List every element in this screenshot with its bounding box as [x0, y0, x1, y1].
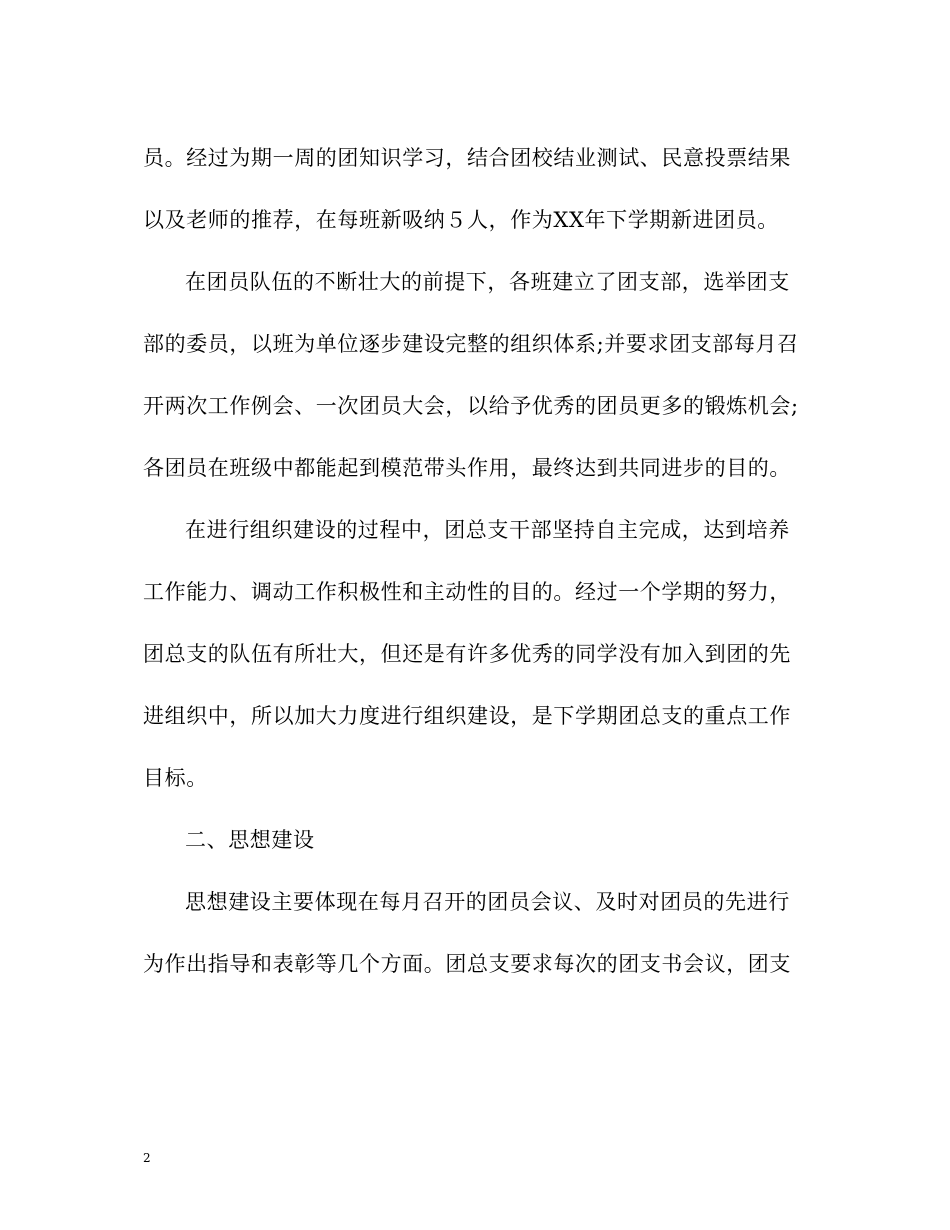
- section-heading: 二、思想建设: [185, 828, 315, 852]
- text-line: 为作出指导和表彰等几个方面。团总支要求每次的团支书会议，团支: [143, 952, 791, 976]
- text-line: 开两次工作例会、一次团员大会，以给予优秀的团员更多的锻炼机会;: [143, 394, 799, 418]
- paragraph-start-line: 在团员队伍的不断壮大的前提下，各班建立了团支部，选举团支: [185, 270, 790, 294]
- page-number: 2: [143, 1151, 151, 1165]
- paragraph-start-line: 思想建设主要体现在每月召开的团员会议、及时对团员的先进行: [185, 890, 790, 914]
- text-line: 进组织中，所以加大力度进行组织建设，是下学期团总支的重点工作: [143, 704, 791, 728]
- text-line: 以及老师的推荐，在每班新吸纳５人，作为XX年下学期新进团员。: [143, 208, 779, 232]
- text-line: 团总支的队伍有所壮大，但还是有许多优秀的同学没有加入到团的先: [143, 642, 791, 666]
- text-line: 员。经过为期一周的团知识学习，结合团校结业测试、民意投票结果: [143, 146, 791, 170]
- text-line: 工作能力、调动工作积极性和主动性的目的。经过一个学期的努力，: [143, 580, 791, 604]
- body-text: [143, 138, 809, 1006]
- text-line: 各团员在班级中都能起到模范带头作用，最终达到共同进步的目的。: [143, 456, 791, 480]
- text-line: 部的委员，以班为单位逐步建设完整的组织体系;并要求团支部每月召: [143, 332, 799, 356]
- text-line: 目标。: [143, 766, 208, 790]
- paragraph-start-line: 在进行组织建设的过程中，团总支干部坚持自主完成，达到培养: [185, 518, 790, 542]
